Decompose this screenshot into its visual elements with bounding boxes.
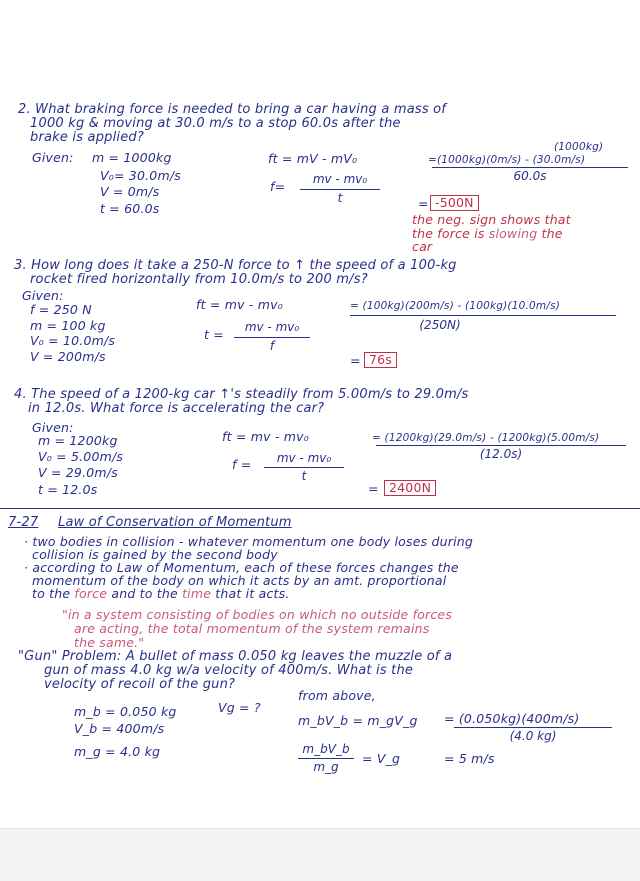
problem-4-answer-equals: = [368,481,379,496]
gun-given-gun-mass: m_g = 4.0 kg [74,744,161,759]
problem-2-impulse-equation: ft = mV - mV₀ [268,151,358,166]
gun-given-bullet-mass: m_b = 0.050 kg [74,704,177,719]
problem-2-force-equals: f= [270,179,286,194]
problem-3-time-fraction-bar [234,337,310,338]
problem-4-given-final-velocity: V = 29.0m/s [38,465,118,480]
problem-2-substitution-bar [432,167,628,168]
problem-4-given-initial-velocity: V₀ = 5.00m/s [38,449,124,464]
problem-3-given-final-velocity: V = 200m/s [30,349,106,364]
problem-2-line-3: brake is applied? [30,130,144,145]
problem-2-line-2: 1000 kg & moving at 30.0 m/s to a stop 60.0s after the [30,116,401,131]
problem-3-line-2: rocket fired horizontally from 10.0m/s to 200 m/s? [30,272,368,287]
gun-substitution-numerator: = (0.050kg)(400m/s) [444,711,580,726]
problem-2-given-label: Given: [32,150,74,165]
problem-3-time-denominator: f [269,339,275,353]
gun-substitution-denominator: (4.0 kg) [509,729,557,743]
problem-4-substitution-bar [376,445,626,446]
problem-2-note-emphasis: slowing [488,226,538,241]
bullet-2-line-1: · according to Law of Momentum, each of these forces changes the [24,560,459,575]
problem-3-time-numerator: mv - mv₀ [244,320,300,334]
section-title: Law of Conservation of Momentum [58,515,292,530]
problem-2-force-numerator: mv - mv₀ [312,172,368,186]
problem-2-answer-box: -500N [430,195,479,211]
problem-2-substitution-numerator: =(1000kg)(0m/s) - (30.0m/s) [428,154,586,166]
problem-4-given-label: Given: [32,420,74,435]
problem-2-force-fraction-bar [300,189,380,190]
problem-3-substitution-denominator: (250N) [419,318,461,332]
gun-momentum-equation: m_bV_b = m_gV_g [298,713,418,728]
problem-4-line-1: 4. The speed of a 1200-kg car ↑'s steadily from 5.00m/s to 29.0m/s [14,387,469,402]
problem-2-force-denominator: t [337,191,343,205]
problem-4-substitution-denominator: (12.0s) [479,447,523,461]
problem-2-answer-equals: = [418,196,429,211]
bullet-1-line-2: collision is gained by the second body [32,547,278,562]
gun-given-bullet-velocity: V_b = 400m/s [74,721,165,736]
gun-fraction-numerator: m_bV_b [302,742,350,756]
problem-2-note-line-2: the force is slowing the [412,226,563,241]
gun-problem-line-3: velocity of recoil of the gun? [44,677,236,692]
problem-4-force-numerator: mv - mv₀ [276,451,332,465]
problem-4-given-time: t = 12.0s [38,482,98,497]
bullet-2-line-3: to the force and to the time that it acts. [32,586,290,601]
problem-4-force-fraction-bar [264,467,344,468]
gun-answer: = 5 m/s [444,751,495,766]
bullet-1-line-1: · two bodies in collision - whatever momentum one body loses during [24,534,474,549]
problem-2-substitution-denominator: 60.0s [513,169,547,183]
gun-substitution-bar [454,727,612,728]
problem-2-line-1: 2. What braking force is needed to bring a car having a mass of [18,102,447,117]
problem-4-force-equals: f = [232,457,252,472]
law-quote-line-3: the same." [74,635,145,650]
problem-2-note-line-1: the neg. sign shows that [412,212,571,227]
gun-unknown-velocity: Vg = ? [218,700,261,715]
problem-2-note-line-3: car [412,239,433,254]
section-divider [0,508,640,509]
problem-4-given-mass: m = 1200kg [38,433,118,448]
problem-4-answer-box: 2400N [384,480,436,496]
bullet-2-line-2: momentum of the body on which it acts by an amt. proportional [32,573,447,588]
problem-3-line-1: 3. How long does it take a 250-N force to ↑ the speed of a 100-kg [14,258,457,273]
emphasis-force: force [74,586,108,601]
problem-3-answer-equals: = [350,353,361,368]
gun-from-above: from above, [298,688,376,703]
law-quote-line-2: are acting, the total momentum of the system remains [74,621,430,636]
problem-3-given-initial-velocity: V₀ = 10.0m/s [30,333,116,348]
section-number: 7-27 [8,515,39,530]
problem-2-given-final-velocity: V = 0m/s [100,184,160,199]
emphasis-time: time [182,586,212,601]
problem-4-substitution-numerator: = (1200kg)(29.0m/s) - (1200kg)(5.00m/s) [372,432,600,444]
problem-2-given-initial-velocity: V₀= 30.0m/s [100,168,181,183]
problem-4-line-2: in 12.0s. What force is accelerating the car? [28,401,325,416]
gun-problem-line-2: gun of mass 4.0 kg w/a velocity of 400m/s. What is the [44,663,414,678]
problem-3-given-mass: m = 100 kg [30,318,106,333]
problem-4-force-denominator: t [301,469,307,483]
problem-3-impulse-equation: ft = mv - mv₀ [196,297,283,312]
problem-3-time-equals: t = [204,327,224,342]
gun-problem-line-1: "Gun" Problem: A bullet of mass 0.050 kg leaves the muzzle of a [18,649,453,664]
gun-velocity-equals: = V_g [362,751,401,766]
gun-fraction-denominator: m_g [313,760,339,774]
problem-2-given-mass: m = 1000kg [92,150,172,165]
problem-3-substitution-numerator: = (100kg)(200m/s) - (100kg)(10.0m/s) [350,300,561,312]
scan-bottom-edge [0,828,640,881]
law-quote-line-1: "in a system consisting of bodies on which no outside forces [62,607,453,622]
problem-3-given-label: Given: [22,288,64,303]
problem-3-substitution-bar [350,315,616,316]
problem-2-given-time: t = 60.0s [100,201,160,216]
problem-3-answer-box: 76s [364,352,397,368]
problem-4-impulse-equation: ft = mv - mv₀ [222,429,309,444]
gun-fraction-bar [298,758,354,759]
problem-3-given-force: f = 250 N [30,302,92,317]
problem-2-substitution-superscript: (1000kg) [554,141,604,153]
